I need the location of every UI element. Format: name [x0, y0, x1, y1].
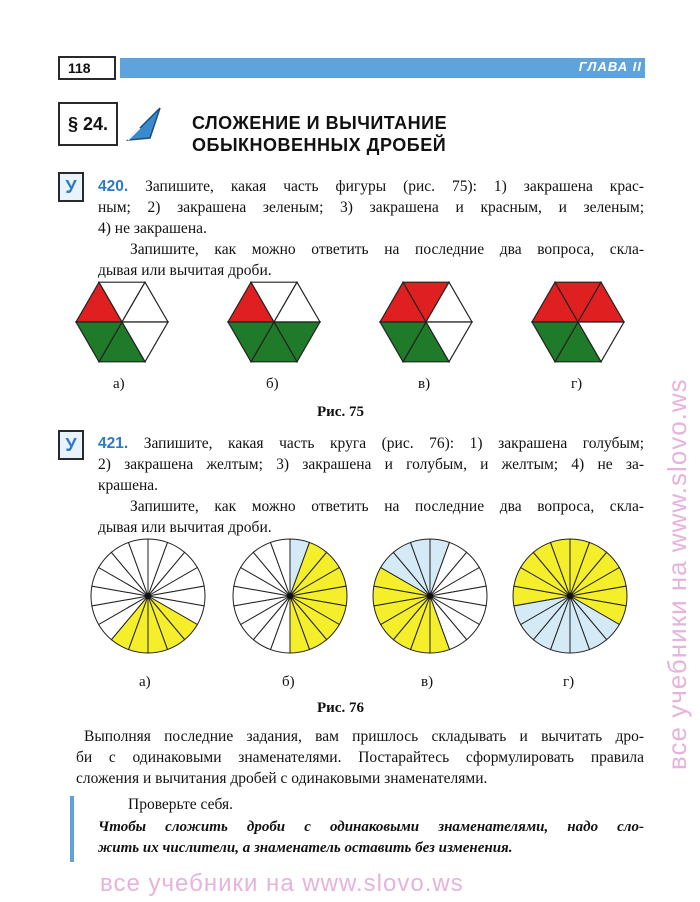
task-421-line5: дывая или вычитая дроби. — [98, 519, 272, 536]
section-title-line1: СЛОЖЕНИЕ И ВЫЧИТАНИЕ — [192, 113, 448, 133]
figure-76-circles — [80, 538, 640, 658]
task-421-number: 421. — [98, 435, 129, 452]
task-421-line4: Запишите, как можно ответить на последние два вопроса, скла- — [130, 498, 644, 515]
check-intro: Проверьте себя. — [128, 796, 234, 813]
task-421-line1: Запишите, какая часть круга (рис. 76): 1) закрашена голубым; — [143, 435, 645, 452]
fig75-label-g: г) — [571, 376, 583, 392]
conclusion-line1: Выполняя последние задания, вам пришлось складывать и вычитать дро- — [84, 728, 644, 745]
figure-75-hexagons — [70, 280, 640, 364]
check-accent-bar — [70, 796, 74, 862]
section-number: § 24. — [58, 102, 118, 146]
watermark-side: все учебники на www.slovo.ws — [662, 378, 692, 770]
task-badge-420: У — [58, 172, 84, 202]
circle-center-dot — [145, 593, 151, 599]
fig75-label-v: в) — [418, 376, 431, 392]
task-badge-421: У — [58, 430, 84, 460]
chapter-label: ГЛАВА II — [578, 59, 642, 74]
task-420-line2: ным; 2) закрашена зеленым; 3) закрашена и красным, и зеленым; — [98, 199, 644, 216]
conclusion-line3: сложения и вычитания дробей с одинаковыми знаменателями. — [76, 770, 488, 787]
pen-nib-icon — [120, 102, 166, 146]
check-rule — [98, 817, 644, 859]
circle-center-dot — [567, 593, 573, 599]
header-strip — [120, 58, 645, 78]
task-420-line4: Запишите, как можно ответить на последние два вопроса, скла- — [130, 241, 644, 258]
fig76-label-v: в) — [421, 674, 434, 690]
task-421-line2: 2) закрашена желтым; 3) закрашена и голубым, и желтым; 4) не за- — [98, 456, 644, 473]
section-title — [192, 112, 447, 156]
watermark-bottom: все учебники на www.slovo.ws — [100, 870, 464, 897]
task-420-line3: 4) не закрашена. — [98, 220, 207, 237]
fig75-caption: Рис. 75 — [317, 404, 364, 420]
page-number: 118 — [58, 56, 116, 80]
task-421-line3: крашена. — [98, 477, 159, 494]
fig75-label-a: а) — [113, 376, 125, 392]
task-420-line5: дывая или вычитая дроби. — [98, 262, 272, 279]
circle-center-dot — [287, 593, 293, 599]
fig76-caption: Рис. 76 — [317, 700, 364, 716]
task-421-text — [98, 433, 644, 538]
fig76-label-g: г) — [563, 674, 575, 690]
fig75-label-b: б) — [266, 376, 279, 392]
conclusion-text — [76, 726, 644, 789]
task-420-number: 420. — [98, 178, 129, 195]
fig76-label-b: б) — [282, 674, 295, 690]
check-rule-line2: жить их числители, а знаменатель оставить без изменения. — [98, 840, 513, 856]
check-rule-line1: Чтобы сложить дроби с одинаковыми знаменателями, надо сло- — [98, 819, 644, 835]
circle-center-dot — [427, 593, 433, 599]
conclusion-line2: би с одинаковыми знаменателями. Постарайтесь сформулировать правила — [76, 749, 644, 766]
section-title-line2: ОБЫКНОВЕННЫХ ДРОБЕЙ — [192, 135, 447, 155]
fig76-label-a: а) — [139, 674, 151, 690]
task-420-text — [98, 176, 644, 281]
task-420-line1: Запишите, какая часть фигуры (рис. 75): 1) закрашена крас- — [145, 178, 644, 195]
